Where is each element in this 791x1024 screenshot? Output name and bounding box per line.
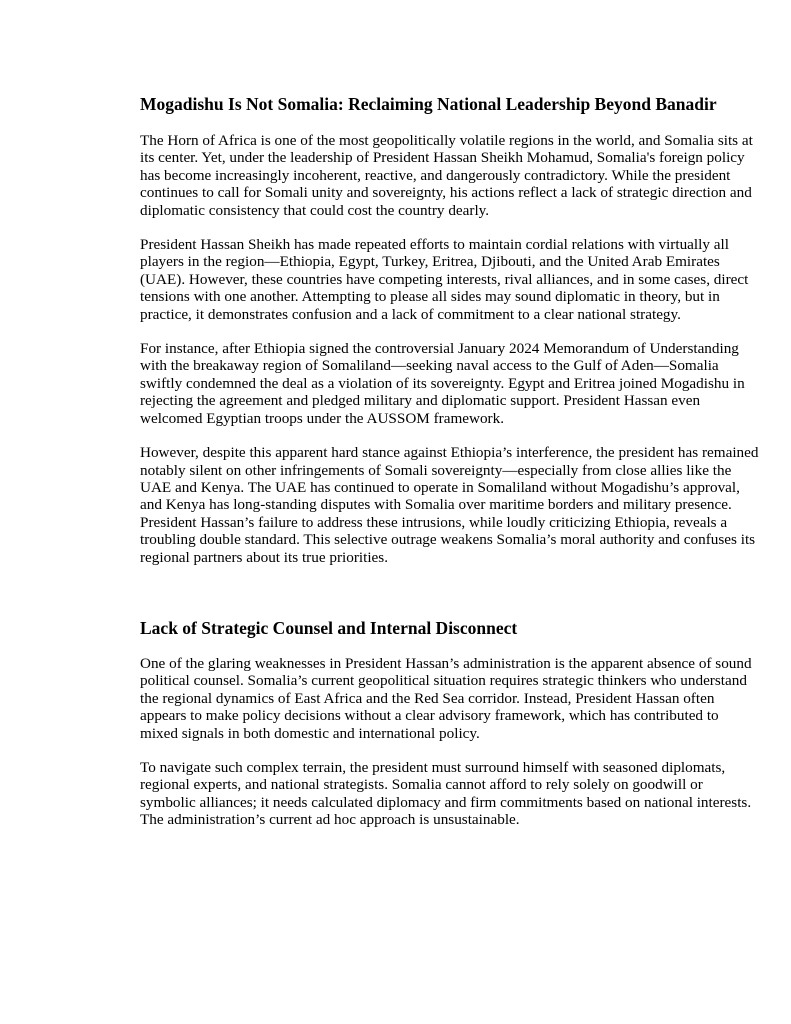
paragraph: One of the glaring weaknesses in President Hassan’s administration is the apparent absence of sound political counsel. Somalia’s current geopolitical situation requires strategic thinkers who understand the regional dynamics of East Africa and the Red Sea corridor. Instead, President Hassan often appears to make policy decisions without a clear advisory framework, which has contributed to mixed signals in both domestic and international policy.	[140, 654, 752, 742]
paragraph: For instance, after Ethiopia signed the controversial January 2024 Memorandum of Understanding with the breakaway region of Somaliland—seeking naval access to the Gulf of Aden—Somalia swiftly condemned the deal as a violation of its sovereignty. Egypt and Eritrea joined Mogadishu in rejecting the agreement and pledged military and diplomatic support. President Hassan even welcomed Egyptian troops under the AUSSOM framework.	[140, 340, 745, 427]
paragraph: To navigate such complex terrain, the president must surround himself with seasoned diplomats, regional experts, and national strategists. Somalia cannot afford to rely solely on goodwill or symbolic alliances; it needs calculated diplomacy and firm commitments based on national interests. The administration’s current ad hoc approach is unsustainable.	[140, 758, 752, 829]
document-page	[140, 93, 760, 846]
paragraph: President Hassan Sheikh has made repeated efforts to maintain cordial relations with virtually all players in the region—Ethiopia, Egypt, Turkey, Eritrea, Djibouti, and the United Arab Emirates (UAE). However, these countries have competing interests, rival alliances, and in some cases, direct tensions with one another. Attempting to please all sides may sound diplomatic in theory, but in practice, it demonstrates confusion and a lack of commitment to a clear national strategy.	[140, 236, 749, 323]
section-spacer	[140, 583, 760, 617]
section-heading: Lack of Strategic Counsel and Internal Disconnect	[140, 617, 518, 638]
article-title: Mogadishu Is Not Somalia: Reclaiming National Leadership Beyond Banadir	[140, 94, 717, 114]
paragraph: However, despite this apparent hard stance against Ethiopia’s interference, the president has remained notably silent on other infringements of Somali sovereignty—especially from close allies like the UAE and Kenya. The UAE has continued to operate in Somaliland without Mogadishu’s approval, and Kenya has long-standing disputes with Somalia over maritime borders and military presence. President Hassan’s failure to address these intrusions, while loudly criticizing Ethiopia, reveals a troubling double standard. This selective outrage weakens Somalia’s moral authority and confuses its regional partners about its true priorities.	[140, 444, 759, 566]
paragraph: The Horn of Africa is one of the most geopolitically volatile regions in the world, and Somalia sits at its center. Yet, under the leadership of President Hassan Sheikh Mohamud, Somalia's foreign policy has become increasingly incoherent, reactive, and dangerously contradictory. While the president continues to call for Somali unity and sovereignty, his actions reflect a lack of strategic direction and diplomatic consistency that could cost the country dearly.	[140, 132, 753, 219]
